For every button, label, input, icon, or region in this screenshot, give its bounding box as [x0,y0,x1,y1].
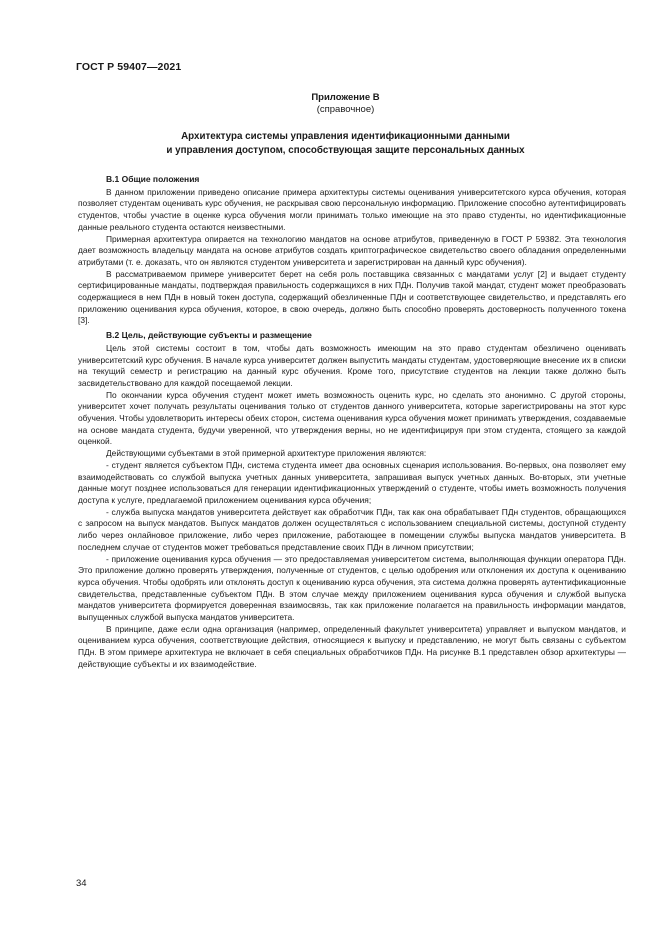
appendix-type: (справочное) [316,104,375,115]
paragraph: Цель этой системы состоит в том, чтобы дать возможность имеющим на это право студентам обезличено оценивать университетский курс обучения. В начале курса университет должен выпустить мандаты студентам, удостоверяющие внесение их в списки на текущий семестр и регистрацию на данный курс обучения. Кроме того, присутствие студентов на лекции также должно быть засвидетельствовано для каждой посещаемой лекции. [78,342,626,388]
list-item: - служба выпуска мандатов университета действует как обработчик ПДн, так как она обрабатывает ПДн студентов, обращающихся с запросом на выпуск мандатов. Выпуск мандатов должен осуществляться с использованием специальной системы, доступной студенту либо через онлайновое приложение, либо через приложение, работающее в помещении службы выпуска мандатов университета. В последнем случае от студентов может требоваться представление своих ПДн в личном присутствии; [78,506,626,552]
section-heading-b2: В.2 Цель, действующие субъекты и размещение [106,330,312,341]
paragraph: В принципе, даже если одна организация (например, определенный факультет университета) управляет и выпуском мандатов, и оцениванием курса обучения, соответствующие действия, относящиеся к выпуску и представлению, не могут быть связаны с субъектом ПДн. В этом примере архитектура не включает в себя специальных обработчиков ПДн. На рисунке В.1 представлен обзор архитектуры — действующие субъекты и их взаимодействие. [78,623,626,669]
document-body [78,174,626,671]
paragraph: По окончании курса обучения студент может иметь возможность оценить курс, но сделать это анонимно. С другой стороны, университет хочет получать результаты оценивания только от студентов данного университета, которые зарегистрированы на этот курс обучения. Чтобы удовлетворить интересы обеих сторон, система оценивания курса обучения может принимать утверждения, создаваемые на основе мандата студента, будучи уверенной, что утверждения верны, но не идентифицируя при этом студента, стоящего за каждой оценкой. [78,389,626,447]
appendix-heading [0,130,661,158]
appendix-title: Приложение В [311,92,380,103]
list-item: - приложение оценивания курса обучения — это предоставляемая университетом система, выполняющая функции оператора ПДн. Это приложение должно проверять утверждения, полученные от студентов, с целью одобрения или отклонения их доступа к оцениванию курса обучения. Чтобы одобрять или отклонять доступ к оцениванию курса обучения, эта система должна проверять аутентификационные свидетельства, представленные субъектом ПДн. В этом случае между приложением оценивания курса обучения и службой выпуска мандатов университета формируется доверенная взаимосвязь, так как приложение полагается на правильность информации мандатов, выпущенных службой выпуска мандатов университета. [78,553,626,623]
paragraph: Действующими субъектами в этой примерной архитектуре приложения являются: [106,448,427,459]
list-item: - студент является субъектом ПДн, система студента имеет два основных сценария использования. Во-первых, она позволяет ему взаимодействовать со службой выпуска учетных данных университета, запрашивая выпуск учетных данных. Во-вторых, эти учетные данные могут позднее использоваться для генерации идентификационных утверждений о студенте, чтобы иметь возможность получения доступа к услуге, предлагаемой приложением оценивания курса обучения; [78,459,626,505]
paragraph: Примерная архитектура опирается на технологию мандатов на основе атрибутов, приведенную в ГОСТ Р 59382. Эта технология дает возможность владельцу мандата на основе атрибутов создать криптографическое свидетельство своего обладания определенными атрибутами (т. е. доказать, что он являются студентом университета и зарегистрирован на данный курс обучения). [78,233,626,267]
appendix-label [0,92,661,116]
standard-header: ГОСТ Р 59407—2021 [76,61,182,73]
page-number: 34 [76,878,87,889]
paragraph: В данном приложении приведено описание примера архитектуры системы оценивания университетского курса обучения, которая позволяет студентам оценивать курс обучения, не раскрывая свою персональную информацию. Приложение способно аутентифицировать студентов, чтобы участие в оценке курса обучения могли принимать только имеющие на это право студенты, но идентификационные данные реального студента остаются неизвестными. [78,186,626,232]
heading-line-2: и управления доступом, способствующая защите персональных данных [166,145,525,156]
heading-line-1: Архитектура системы управления идентификационными данными [181,131,510,142]
paragraph: В рассматриваемом примере университет берет на себя роль поставщика связанных с мандатами услуг [2] и выдает студенту сертифицированные мандаты, подтверждая правильность содержащихся в них ПДн. Получив такой мандат, студент может преобразовать содержащиеся в нем ПДн в новый токен доступа, содержащий обезличенные ПДн и соответствующее свидетельство, и представлять его приложению оценивания курса обучения, которое, в свою очередь, должно быть способно проверять достоверность полученного токена [3]. [78,268,626,326]
section-heading-b1: В.1 Общие положения [106,174,200,184]
